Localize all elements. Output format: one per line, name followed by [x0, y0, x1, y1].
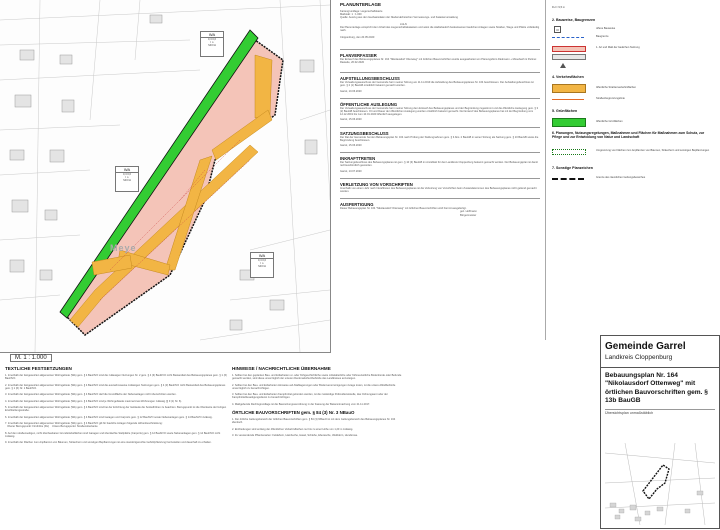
festsetzungen-column	[5, 366, 227, 526]
oertliche-text: 1. Der örtliche Geltungsbereich der örtlichen Bauvorschriften gem. § 84 (3) NBauO ist mit dem Geltungsbereich des Bebauungsplanes Nr. 164 identisch. 2. Einfriedungen sind entlang der öffentlichen Verkehrsflächen nur bis zu einer Höhe von 1,20 m zulässig. 3. Zu verwendende Pflanzenarten: Feldahorn, Hainbuche, Hasel, Schlehe, Eberesche, Weißdorn, Hundsrose.	[232, 418, 396, 438]
overview-plan-area	[643, 465, 669, 499]
date-3: Garrel, 15.06.2020	[340, 144, 362, 148]
sec5-item-1: öffentliche Grünflächen	[596, 120, 623, 123]
sec4-item-2: Straßenbegrenzungslinie	[596, 97, 625, 100]
hinweise-text: 1. Sollten bei den geplanten Bau- und Erdarbeiten ur- oder frühgeschichtliche sowie mittelalterliche oder frühneuzeitliche Bodenfunde oder Befunde gemacht werden, sind diese unverzüglich der unteren Denkmalschutzbehörde des Landkreises anzuzeigen. 2. Sollten bei den Bau- und Erdarbeiten Hinweise auf Altablagerungen oder Bodenverunreinigungen zutage treten, ist die untere Abfallbehörde unverzüglich zu benachrichtigen. 3. Sollten bei den Bau- und Erdarbeiten Kampfmittel gefunden werden, ist die zuständige Polizeidienststelle, das Ordnungsamt oder der Kampfmittelbeseitigungsdienst zu benachrichtigen. 4. Maßgebende Rechtsgrundlage ist die Baunutzungsverordnung in der Fassung der Bekanntmachung vom 21.11.2017.	[232, 374, 402, 406]
signer: gez. Hoffmann	[460, 210, 477, 214]
planverfasser-text: Der Entwurf des Bebauungsplanes Nr. 164 "Nikolausdorf Ottenweg" mit örtlichen Bauvorschriften wurde ausgearbeitet von Planungsbüro Diekmann + Mosebach & Partner. Rastede, 26.02.2020	[340, 57, 537, 65]
map-panel	[0, 0, 331, 353]
date-1: Garrel, 10.06.2020	[340, 89, 362, 93]
festsetzungen-text: 1. Innerhalb der festgesetzten allgemeinen Wohngebiete (WA) gem. § 4 BauNVO sind die zulässigen Nutzungen Nr. 2 gem. § 4 (3) BauNVO nicht Bestandteil des Bebauungsplanes gem. § 1 (6) BauNVO. 2. Innerhalb der festgesetzten allgemeinen Wohngebiete (WA) gem. § 4 BauNVO sind die ausnahmsweise zulässigen Nutzungen gem. § 4 (3) BauNVO nicht Bestandteil des Bebauungsplanes gem. § 1 (6) Nr. 1 BauNVO. 3. Innerhalb der festgesetzten allgemeinen Wohngebiete (WA) gem. § 4 BauNVO darf die Grundfläche der Nebenanlagen nicht überschritten werden. 4. Innerhalb der festgesetzten allgemeinen Wohngebiete (WA) gem. § 4 BauNVO sind je Wohngebäude maximal zwei Wohnungen zulässig (§ 9 (1) Nr. 6). 5. Innerhalb der festgesetzten allgemeinen Wohngebiete (WA) gem. § 4 BauNVO sind bei der Errichtung der Gebäude die Sockelhöhen zu beachten. Bezugspunkt ist die Oberkante der fertigen Erschließungsstraße. 6. Innerhalb der festgesetzten allgemeinen Wohngebiete (WA) gem. § 4 BauNVO sind Garagen und Carports gem. § 12 BauNVO sowie Nebenanlagen gem. § 14 BauNVO zulässig. 7. Innerhalb der festgesetzten allgemeinen Wohngebiete (WA) gem. § 4 BauNVO gilt für bauliche Anlagen folgende Höhenbeschränkung: Oberer Bezugspunkt: Firsthöhe (FH) Untere Bezugspunkt: Straßenoberkante 8. Auf den straßenseitigen, nicht überbaubaren Grundstücksflächen sind Garagen und überdachte Stellplätze (Carports) gem. § 12 BauNVO sowie Nebenanlagen gem. § 14 BauNVO nicht zulässig. 9. Innerhalb der Flächen zum Anpflanzen von Bäumen, Sträuchern und sonstigen Bepflanzungen ist eine standortgerechte Gehölzpflanzung herzustellen und dauerhaft zu erhalten.	[5, 374, 227, 445]
swatch-offene-bauweise: o	[554, 26, 561, 33]
swatch-green	[552, 118, 586, 127]
planunterlage-text: Kartengrundlage: Liegenschaftskarte Maßstab: 1 : 1.000 Quelle: Auszug aus den Geobasisdaten der Niedersächsischen Vermessungs- und Katasterverwaltung LGLN Die Planunterlage entspricht dem Inhalt des Liegenschaftskatasters und weist die städtebaulich bedeutsamen baulichen Anlagen sowie Straßen, Wege und Plätze vollständig nach. Cloppenburg, den 20.05.2020	[340, 10, 540, 39]
fh-note: FH = 9,5 m	[552, 6, 565, 9]
divider	[340, 152, 540, 153]
wa-label: WA	[201, 32, 223, 38]
sec2-item-1: offene Bauweise	[596, 27, 616, 30]
legend-column	[545, 0, 719, 340]
swatch-street-line	[552, 99, 584, 100]
scale-label: M. 1 : 1.000	[10, 354, 52, 362]
sec6-title: 6. Planungen, Nutzungsregelungen, Maßnahmen und Flächen für Maßnahmen zum Schutz, zur Pflege und zur Entwicklung von Natur und Landschaft	[552, 131, 705, 139]
divider	[601, 367, 719, 368]
inkraft-title: INKRAFTTRETEN	[340, 156, 376, 162]
swatch-baugrenze	[552, 37, 584, 38]
divider	[340, 178, 540, 179]
sec4-title: 4. Verkehrsflächen	[552, 75, 584, 79]
swatch-road	[552, 84, 586, 93]
legend-title: PLANUNTERLAGE	[340, 2, 382, 7]
divider	[340, 198, 540, 199]
wa-box-1	[200, 31, 224, 57]
inkraft-text: Der Satzungsbeschluss des Bebauungsplanes ist gem. § 10 (3) BauGB im Amtsblatt für den Landkreis Cloppenburg bekannt gemacht worden. Der Bebauungsplan ist damit rechtsverbindlich geworden.	[340, 161, 538, 168]
swatch-nutzung-2	[552, 54, 586, 60]
ausfertigung-title: AUSFERTIGUNG	[340, 202, 374, 208]
wa-values: 0,3 0,6 I o SD FH	[208, 38, 216, 48]
aufstellung-text: Der Verwaltungsausschuss der Gemeinde hat in seiner Sitzung am 11.11.2019 die Aufstellung des Bebauungsplanes Nr. 164 beschlossen. Der Aufstellungsbeschluss ist gem. § 2 (1) BauGB ortsüblich bekannt gemacht worden.	[340, 81, 534, 88]
hinweise-column	[232, 366, 402, 526]
sec7-item-1: Grenze des räumlichen Geltungsbereiches	[596, 176, 646, 179]
wa-values: 0,3 0,6 I o SD FH	[123, 173, 131, 183]
wa-box-3	[250, 252, 274, 278]
sec2-title: 2. Bauweise, Baugrenzen	[552, 18, 596, 22]
municipality-name: Gemeinde Garrel	[605, 341, 686, 352]
wa-label: WA	[116, 167, 138, 173]
swatch-anpflanzung	[552, 149, 586, 155]
sec4-item-1: öffentliche Straßenverkehrsflächen	[596, 86, 637, 89]
ausfertigung-text: Dieser Bebauungsplan Nr. 164 "Nikolausdorf Ottenweg" mit örtlichen Bauvorschriften wird hiermit ausgefertigt.	[340, 207, 467, 211]
title-block	[600, 335, 720, 529]
verletzung-text: Innerhalb von einem Jahr nach Inkrafttreten des Bebauungsplanes ist die Verletzung von Vorschriften beim Zustandekommen des Bebauungsplanes nicht geltend gemacht worden.	[340, 186, 537, 194]
nutzung-label: 1. Art und Maß der baulichen Nutzung	[596, 46, 640, 49]
swatch-nutzung-1	[552, 46, 586, 52]
divider	[340, 72, 540, 73]
verletzung-title: VERLETZUNG VON VORSCHRIFTEN	[340, 181, 413, 187]
aufstellung-title: AUFSTELLUNGSBESCHLUSS	[340, 76, 400, 82]
overview-map	[605, 443, 715, 525]
divider	[340, 127, 540, 128]
sec5-title: 5. Grünflächen	[552, 109, 578, 113]
divider	[340, 98, 540, 99]
cadastral-map	[0, 0, 330, 352]
hinweise-title: HINWEISE / NACHRICHTLICHE ÜBERNAHME	[232, 366, 331, 371]
auslegung-title: ÖFFENTLICHE AUSLEGUNG	[340, 101, 398, 107]
plan-title: Bebauungsplan Nr. 164 "Nikolausdorf Ottenweg" mit örtlichen Bauvorschriften gem. § 13b BauGB	[605, 372, 708, 405]
oertliche-title: ÖRTLICHE BAUVORSCHRIFTEN gem. § 84 (3) Nr. 3 NBauO	[232, 410, 355, 416]
satzung-text: Der Rat der Gemeinde hat den Bebauungsplan Nr. 164 nach Prüfung der Stellungnahmen gem. § 3 Abs. 2 BauGB in seiner Sitzung als Satzung gem. § 10 BauGB sowie die Begründung beschlossen.	[340, 135, 539, 142]
wa-values: 0,3 0,6 I o SD FH	[258, 259, 266, 269]
signer-role: Bürgermeister	[460, 213, 477, 217]
street-label: Meye	[110, 243, 137, 253]
wa-label: WA	[251, 253, 273, 259]
divider	[340, 49, 540, 50]
planverfasser-title: PLANVERFASSER	[340, 52, 377, 58]
procedure-column	[340, 0, 540, 352]
triangle-icon	[560, 63, 566, 68]
auslegung-text: Der Verwaltungsausschuss der Gemeinde hat in seiner Sitzung dem Entwurf des Bebauungsplanes und der Begründung zugestimmt und die öffentliche Auslegung gem. § 3 (2) BauGB beschlossen. Ort und Dauer der öffentlichen Auslegung wurden ortsüblich bekannt gemacht. Der Entwurf des Bebauungsplanes hat mit der Begründung vom 12.12.2019 bis zum 10.01.2020 öffentlich ausgelegen.	[340, 106, 539, 117]
swatch-boundary	[552, 178, 584, 180]
district-name: Landkreis Cloppenburg	[605, 354, 673, 361]
date-2: Garrel, 15.06.2020	[340, 118, 362, 122]
sec2-item-2: Baugrenze	[596, 35, 609, 38]
satzung-title: SATZUNGSBESCHLUSS	[340, 130, 389, 136]
wa-box-2	[115, 166, 139, 192]
sec7-title: 7. Sonstige Planzeichen	[552, 166, 593, 170]
festsetzungen-title: TEXTLICHE FESTSETZUNGEN	[5, 366, 72, 371]
sec6-item-1: Umgrenzung von Flächen zum Anpflanzen von Bäumen, Sträuchern und sonstigen Bepflanzungen	[596, 149, 710, 152]
overview-subtitle: Übersichtsplan unmaßstäblich	[605, 409, 715, 415]
date-4: Garrel, 13.07.2020	[340, 169, 362, 173]
